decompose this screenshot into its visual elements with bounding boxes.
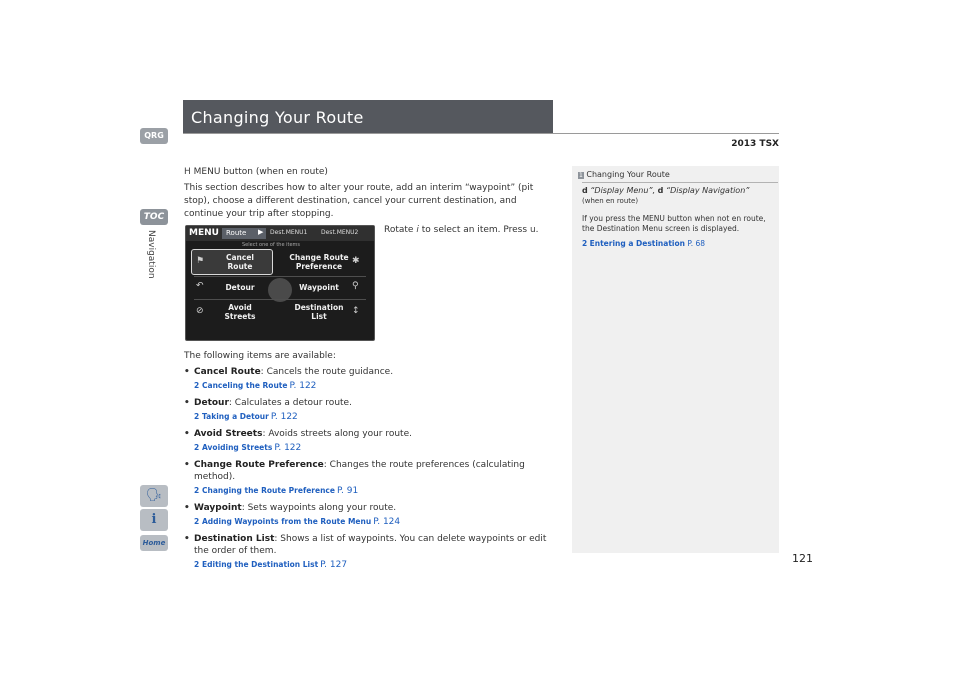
screen-divider (194, 299, 366, 300)
interface-dial-press-icon: u (529, 225, 536, 235)
item-term: Destination List (194, 534, 275, 544)
item-desc: : Sets waypoints along your route. (241, 503, 397, 513)
note-title (578, 170, 670, 179)
list-lead: The following items are available: (184, 351, 336, 361)
reference-title: Avoiding Streets (202, 443, 273, 452)
item-desc: : Shows a list of waypoints. You can delete waypoints or edit the order of them. (194, 534, 547, 556)
menu-path (184, 166, 328, 179)
reference-arrow-icon: 2 (194, 560, 200, 569)
side-note (572, 166, 779, 553)
screen-select-hint: Select one of the items (242, 242, 301, 248)
screen-item-destination-list (284, 303, 354, 321)
model-label: 2013 TSX (731, 139, 779, 149)
item-desc: : Changes the route preferences (calculating method). (194, 460, 525, 482)
screen-item-line: Preference (295, 262, 343, 271)
page-title: Changing Your Route (191, 108, 364, 127)
reference-page: P. 127 (320, 560, 348, 570)
route-preference-icon: ✱ (352, 256, 360, 266)
cross-reference-link[interactable] (194, 411, 556, 423)
screen-divider (194, 276, 366, 277)
screen-item-line: Streets (224, 312, 256, 321)
reference-arrow-icon: 2 (194, 443, 200, 452)
item-desc: : Calculates a detour route. (228, 398, 352, 408)
voice-command-index-button[interactable] (140, 485, 168, 507)
menu-path-text: MENU button (when en route) (193, 167, 328, 177)
screen-menu-label: MENU (189, 228, 219, 238)
reference-arrow-icon: 2 (194, 381, 200, 390)
avoid-streets-icon: ⊘ (196, 306, 204, 316)
rotate-text-a: Rotate (384, 225, 414, 235)
screen-item-change-route-preference (284, 253, 354, 271)
screen-tab-route: Route (222, 228, 266, 239)
screen-item-cancel-route (205, 253, 275, 271)
item-term: Detour (194, 398, 229, 408)
screen-tab-dest2: Dest.MENU2 (321, 229, 359, 236)
destination-list-icon: ↕ (352, 306, 360, 316)
reference-page: P. 122 (289, 381, 317, 391)
bullet: • (184, 460, 190, 470)
voice-command-icon: 🗣 (145, 488, 163, 503)
reference-title: Entering a Destination (589, 239, 685, 248)
note-when: (when en route) (582, 197, 639, 205)
route-menu-screen-image (185, 225, 375, 341)
list-item (184, 533, 556, 571)
voice-commands (582, 186, 749, 195)
reference-arrow-icon: 2 (194, 486, 200, 495)
items-list (184, 351, 556, 571)
cross-reference-link[interactable] (194, 516, 556, 528)
reference-title: Changing the Route Preference (202, 486, 335, 495)
screen-item-detour: Detour (225, 283, 255, 292)
section-label: Navigation (146, 230, 156, 279)
note-body: If you press the MENU button when not en route, the Destination Menu screen is displayed. (582, 214, 766, 233)
bullet: • (184, 503, 190, 513)
reference-page: P. 124 (373, 517, 401, 527)
section-title-bar (183, 100, 553, 133)
item-term: Avoid Streets (194, 429, 263, 439)
note-marker: 1 (579, 172, 583, 179)
note-cross-reference-link[interactable] (582, 239, 705, 248)
reference-arrow-icon: 2 (582, 239, 588, 248)
screen-item-line: Destination (294, 303, 344, 312)
item-term: Change Route Preference (194, 460, 324, 470)
rotate-text-end: . (535, 225, 539, 235)
reference-title: Editing the Destination List (202, 560, 319, 569)
reference-page: P. 68 (687, 239, 706, 248)
item-desc: : Avoids streets along your route. (262, 429, 412, 439)
cross-reference-link[interactable] (194, 485, 556, 497)
reference-page: P. 91 (336, 486, 359, 496)
reference-arrow-icon: 2 (194, 412, 200, 421)
list-item (184, 459, 556, 497)
screen-tab-arrow-icon: ▶ (258, 228, 264, 236)
cross-reference-link[interactable] (194, 559, 556, 571)
list-item (184, 397, 556, 423)
toc-button[interactable]: TOC (140, 209, 168, 225)
screen-item-line: Avoid (228, 303, 252, 312)
bullet: • (184, 429, 190, 439)
voice-command-a: “Display Menu”, (590, 186, 656, 195)
reference-title: Taking a Detour (202, 412, 269, 421)
voice-command-icon: d (582, 186, 588, 195)
page-number: 121 (792, 552, 813, 565)
home-button[interactable]: Home (140, 535, 168, 551)
info-icon: i (151, 512, 157, 527)
voice-command-icon: d (657, 186, 664, 195)
list-item (184, 366, 556, 392)
item-term: Cancel Route (194, 367, 261, 377)
note-title-text: Changing Your Route (586, 170, 670, 179)
reference-title: Adding Waypoints from the Route Menu (202, 517, 372, 526)
rotate-text-b: to select an item. Press (421, 225, 528, 235)
cross-reference-link[interactable] (194, 380, 556, 392)
bullet: • (184, 534, 190, 544)
note-divider (582, 182, 778, 183)
screen-item-line: Route (227, 262, 253, 271)
menu-path-icon: H (184, 167, 191, 177)
screen-item-waypoint: Waypoint (299, 283, 339, 292)
waypoint-icon: ⚲ (352, 281, 359, 291)
bullet: • (184, 398, 190, 408)
rotate-instruction (384, 225, 539, 235)
detour-icon: ↶ (196, 281, 204, 291)
screen-item-avoid-streets (205, 303, 275, 321)
voice-command-b: “Display Navigation” (665, 186, 750, 195)
reference-arrow-icon: 2 (194, 517, 200, 526)
cancel-route-icon: ⚑ (196, 256, 205, 266)
screen-item-line: List (311, 312, 327, 321)
interface-dial-rotate-icon: i (416, 225, 419, 235)
item-term: Waypoint (194, 503, 242, 513)
reference-page: P. 122 (274, 443, 302, 453)
bullet: • (184, 367, 190, 377)
header-rule (183, 133, 779, 134)
screen-item-line: Cancel (225, 253, 254, 262)
screen-tab-dest1: Dest.MENU1 (270, 229, 308, 236)
reference-page: P. 122 (270, 412, 298, 422)
reference-title: Canceling the Route (202, 381, 288, 390)
cross-reference-link[interactable] (194, 442, 556, 454)
list-item (184, 428, 556, 454)
intro-paragraph: This section describes how to alter your route, add an interim “waypoint” (pit stop), choose a different destination, cancel your current destination, and continue your trip after stopping. (184, 183, 534, 219)
list-item (184, 502, 556, 528)
screen-item-line: Change Route (289, 253, 349, 262)
index-button[interactable] (140, 509, 168, 531)
item-desc: : Cancels the route guidance. (260, 367, 394, 377)
qrg-button[interactable]: QRG (140, 128, 168, 144)
